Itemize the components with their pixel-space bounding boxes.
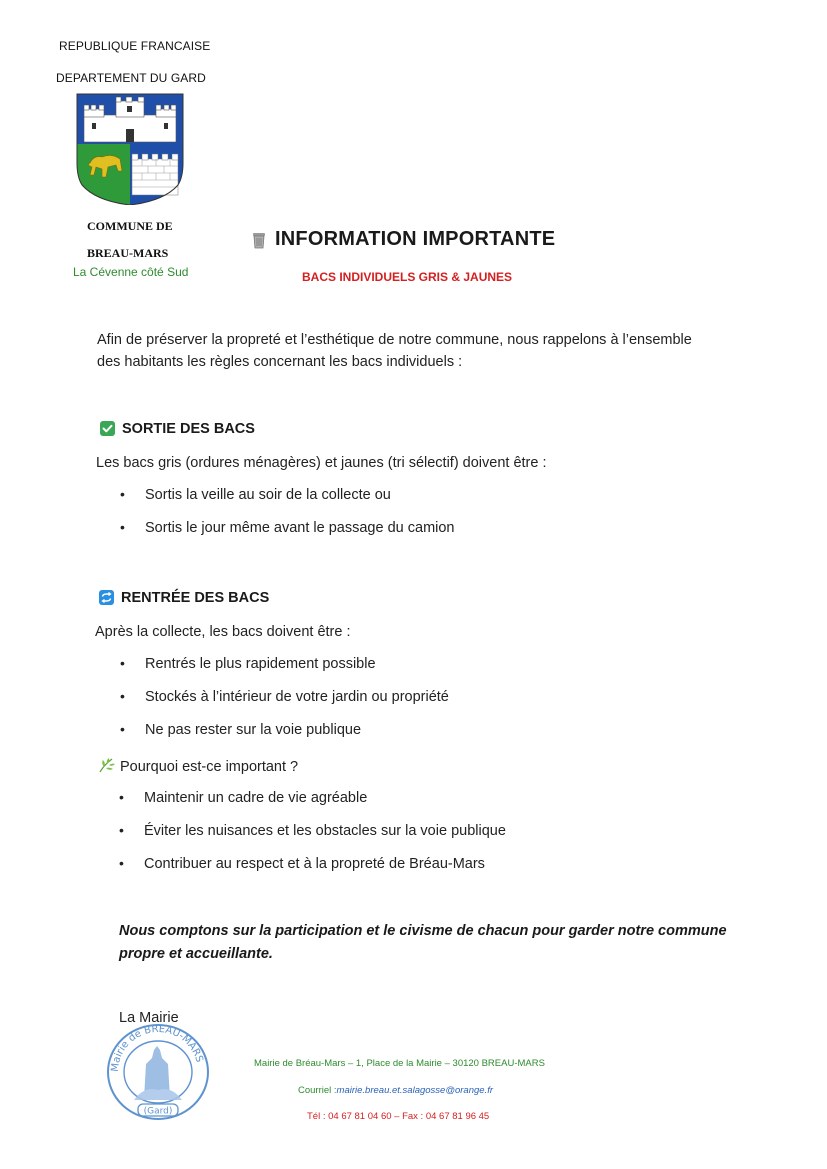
bullet-dot: • [120,688,125,704]
list-item [120,519,455,536]
coat-of-arms-logo [76,93,184,205]
list-item-text: Éviter les nuisances et les obstacles sur la voie publique [144,823,506,839]
check-mark-icon [100,421,115,436]
footer-phone: Tél : 04 67 81 04 60 – Fax : 04 67 81 96 45 [307,1111,490,1122]
list-item-text: Sortis le jour même avant le passage du camion [145,520,455,536]
page-title: INFORMATION IMPORTANTE [275,228,556,250]
footer-email-link[interactable]: mairie.breau.et.salagosse@orange.fr [336,1085,493,1096]
signature-label: La Mairie [119,1010,179,1026]
commune-motto: La Cévenne côté Sud [73,265,189,279]
stamp-text: Mairie de BREAU-MARS [109,1023,205,1073]
mairie-stamp [104,1020,212,1124]
closing-line-1: Nous comptons sur la participation et le civisme de chacun pour garder notre commune [119,923,727,939]
stamp-bottom-text: (Gard) [143,1106,173,1117]
sortie-title: SORTIE DES BACS [122,421,255,437]
page-subtitle: BACS INDIVIDUELS GRIS & JAUNES [302,270,513,284]
bullet-dot: • [120,721,125,737]
bullet-dot: • [119,789,124,805]
bullet-dot: • [120,655,125,671]
intro-line-1: Afin de préserver la propreté et l’esthétique de notre commune, nous rappelons à l’ensemble [97,332,692,348]
list-item-text: Stockés à l’intérieur de votre jardin ou propriété [145,689,449,705]
department-label: DEPARTEMENT DU GARD [56,71,206,85]
list-item-text: Maintenir un cadre de vie agréable [144,790,368,806]
bullet-dot: • [120,519,125,535]
bullet-dot: • [120,486,125,502]
pourquoi-title: Pourquoi est-ce important ? [120,759,299,775]
footer-address: Mairie de Bréau-Mars – 1, Place de la Mairie – 30120 BREAU-MARS [254,1058,545,1069]
list-item [120,655,376,672]
list-item [119,789,368,806]
republic-label: REPUBLIQUE FRANCAISE [59,39,211,53]
footer-email-label: Courriel : [298,1085,337,1096]
list-item [120,721,362,738]
leaf-icon [98,757,116,773]
commune-name: BREAU-MARS [87,246,169,260]
list-item-text: Rentrés le plus rapidement possible [145,656,376,672]
bullet-dot: • [119,822,124,838]
list-item-text: Ne pas rester sur la voie publique [145,722,362,738]
commune-label: COMMUNE DE [87,219,173,233]
list-item [119,822,506,839]
refresh-arrows-icon [99,590,114,605]
list-item-text: Contribuer au respect et à la propreté de Bréau-Mars [144,856,485,872]
bullet-dot: • [119,855,124,871]
list-item [119,855,485,872]
closing-line-2: propre et accueillante. [119,946,273,962]
rentree-title: RENTRÉE DES BACS [121,590,270,606]
trash-bin-icon [251,232,267,249]
intro-line-2: des habitants les règles concernant les bacs individuels : [97,354,463,370]
rentree-lead: Après la collecte, les bacs doivent être : [95,624,351,640]
list-item [120,486,391,503]
list-item-text: Sortis la veille au soir de la collecte ou [145,487,391,503]
list-item [120,688,449,705]
sortie-lead: Les bacs gris (ordures ménagères) et jaunes (tri sélectif) doivent être : [96,455,547,471]
footer-email-line [298,1085,493,1096]
